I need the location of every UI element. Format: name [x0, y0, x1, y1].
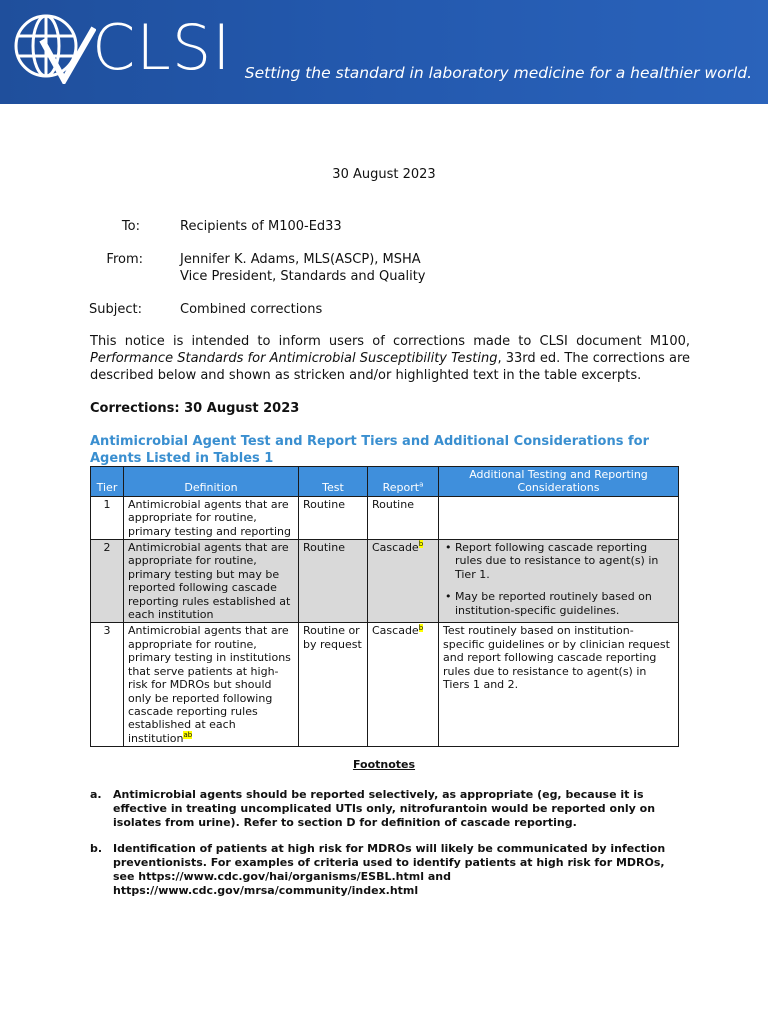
cell-definition-text: Antimicrobial agents that are appropriate for routine, primary testing in institutions that serve patients at high-risk for MDROs but should only be reported following cascade reporting rules established at each institution: [128, 624, 291, 745]
header-definition: Definition: [124, 467, 299, 497]
highlighted-superscript: b: [418, 623, 424, 632]
cell-test: Routine: [299, 496, 368, 539]
memo-from-name: Jennifer K. Adams, MLS(ASCP), MSHA: [180, 252, 421, 267]
intro-text-1: This notice is intended to inform users of corrections made to CLSI document M100,: [90, 334, 690, 349]
footnote-letter: a.: [90, 788, 102, 801]
cell-test: Routine: [299, 540, 368, 623]
cell-tier: 3: [91, 623, 124, 747]
cell-report: [368, 623, 439, 747]
header-report: [368, 467, 439, 497]
table-title: Antimicrobial Agent Test and Report Tiers and Additional Considerations for Agents Listed in Tables 1: [90, 434, 649, 466]
header-test: Test: [299, 467, 368, 497]
cell-tier: 1: [91, 496, 124, 539]
cell-report-label: Cascade: [372, 624, 419, 638]
memo-to-value: Recipients of M100-Ed33: [180, 219, 342, 234]
intro-document-title: Performance Standards for Antimicrobial Susceptibility Testing: [90, 351, 498, 366]
bullet-item: • May be reported routinely based on institution-specific guidelines.: [455, 590, 674, 617]
header-report-sup: a: [419, 480, 424, 489]
table-row: [91, 623, 679, 747]
cell-definition: [124, 623, 299, 747]
footnote-letter: b.: [90, 842, 103, 855]
header-banner: [0, 0, 768, 104]
footnote-text: Antimicrobial agents should be reported selectively, as appropriate (eg, because it is effective in treating uncomplicated UTIs only, nitrofurantoin would be reported only on isolates from urine). Refer to section D for definition of cascade reporting.: [113, 788, 656, 829]
intro-paragraph: [90, 333, 690, 384]
header-report-label: Report: [382, 481, 420, 495]
table-header-row: [91, 467, 679, 497]
memo-subject-label: Subject:: [89, 302, 142, 317]
footnote-a: [90, 788, 680, 830]
memo-from-label: From:: [106, 252, 143, 267]
table-row: [91, 496, 679, 539]
footnote-text: Identification of patients at high risk for MDROs will likely be communicated by infection preventionists. For examples of criteria used to identify patients at high risk for MDROs, see https://www.cdc.gov/hai/organisms/ESBL.html and https://www.cdc.gov/mrsa/community/index.html: [113, 842, 666, 897]
cell-additional: [439, 496, 679, 539]
cell-report: Routine: [368, 496, 439, 539]
cell-report: [368, 540, 439, 623]
cell-test: Routine or by request: [299, 623, 368, 747]
cell-additional: Test routinely based on institution-specific guidelines or by clinician request and report following cascade reporting rules due to resistance to agent(s) in Tiers 1 and 2.: [439, 623, 679, 747]
additional-bullets: [443, 541, 674, 617]
logo-wordmark: CLSI: [92, 11, 232, 84]
bullet-item: • Report following cascade reporting rules due to resistance to agent(s) in Tier 1.: [455, 541, 674, 581]
cell-definition: Antimicrobial agents that are appropriate for routine, primary testing and reporting: [124, 496, 299, 539]
memo-date: 30 August 2023: [332, 167, 436, 182]
cell-tier: 2: [91, 540, 124, 623]
header-tier: Tier: [91, 467, 124, 497]
cell-report-label: Cascade: [372, 541, 419, 555]
tagline: Setting the standard in laboratory medicine for a healthier world.: [244, 64, 752, 82]
memo-to-label: To:: [121, 219, 140, 234]
highlighted-superscript: ab: [183, 731, 193, 740]
footnote-b: [90, 842, 680, 898]
footnotes-heading: Footnotes: [352, 758, 416, 771]
highlighted-superscript: b: [418, 540, 424, 549]
intro-text-2: , 33rd ed. The corrections are described below and shown as stricken and/or highlighted text in the table excerpts.: [90, 351, 691, 383]
memo-from-title: Vice President, Standards and Quality: [180, 269, 426, 284]
cell-definition: Antimicrobial agents that are appropriate for routine, primary testing but may be reported following cascade reporting rules established at each institution: [124, 540, 299, 623]
header-additional: Additional Testing and Reporting Considerations: [439, 467, 679, 497]
globe-logo-icon: [12, 10, 96, 84]
tiers-table: [90, 466, 679, 747]
corrections-heading: Corrections: 30 August 2023: [90, 401, 300, 416]
cell-additional: [439, 540, 679, 623]
memo-subject-value: Combined corrections: [180, 302, 323, 317]
table-row: [91, 540, 679, 623]
